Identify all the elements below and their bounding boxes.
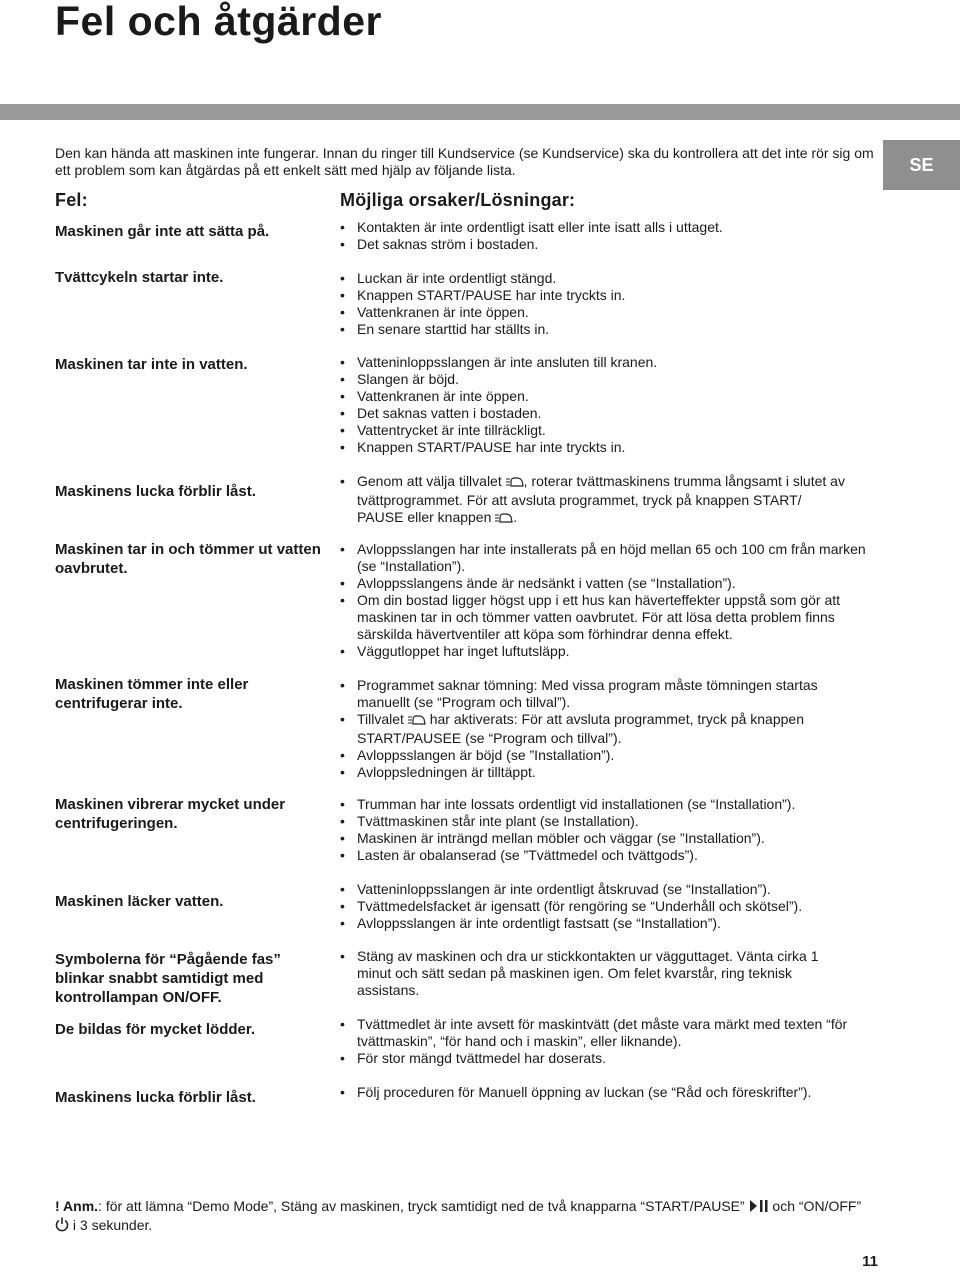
cause-item: • Det saknas ström i bostaden.	[340, 236, 890, 253]
cause-text: .	[513, 509, 518, 525]
cause-item: • Vattenkranen är inte öppen.	[340, 388, 890, 405]
note-text: : för att lämna “Demo Mode”, Stäng av maskinen, tryck samtidigt ned de två knapparna “START/PAUSE”	[98, 1198, 749, 1214]
language-tab: SE	[883, 140, 960, 190]
crease-option-icon	[506, 475, 524, 492]
cause-list	[340, 354, 890, 456]
fault-title: De bildas för mycket lödder.	[55, 1021, 256, 1038]
cause-item: • Stäng av maskinen och dra ur stickkontakten ur vägguttaget. Vänta cirka 1 minut och sätt sedan på maskinen igen. Om felet kvarstår, ring teknisk assistans.	[340, 948, 830, 999]
cause-list	[340, 948, 830, 999]
fault-title: Maskinen tar in och tömmer ut vatten oavbrutet.	[55, 541, 321, 577]
cause-item: • Tvättmedelsfacket är igensatt (för rengöring se “Underhåll och skötsel”).	[340, 898, 890, 915]
fault-column-header: Fel:	[55, 190, 88, 210]
fault-title: Maskinens lucka förblir låst.	[55, 1089, 256, 1106]
fault-title: Maskinen tömmer inte eller centrifugerar inte.	[55, 676, 249, 712]
cause-item: • Avloppsledningen är tilltäppt.	[340, 764, 870, 781]
play-pause-icon	[749, 1199, 769, 1217]
fault-title: Maskinens lucka förblir låst.	[55, 483, 256, 500]
crease-option-icon	[495, 511, 513, 528]
cause-list	[340, 541, 880, 660]
cause-item: • Avloppsslangens ände är nedsänkt i vatten (se “Installation”).	[340, 575, 880, 592]
cause-text: Genom att välja tillvalet	[357, 473, 506, 489]
note-text: och “ON/OFF”	[768, 1198, 862, 1214]
page-number: 11	[862, 1253, 878, 1270]
cause-item: • Lasten är obalanserad (se ”Tvättmedel och tvättgods”).	[340, 847, 890, 864]
crease-option-icon	[408, 713, 426, 730]
cause-item: • Väggutloppet har inget luftutsläpp.	[340, 643, 880, 660]
cause-list	[340, 796, 890, 864]
cause-text: har aktiverats: För att avsluta programmet, tryck på knappen START/PAUSEE (se “Program och tillval”).	[357, 711, 804, 746]
cause-item: • Tvättmedlet är inte avsett för maskintvätt (det måste vara märkt med texten “för tvättmaskin”, “för hand och i maskin”, eller liknande).	[340, 1016, 880, 1050]
fault-title: Maskinen vibrerar mycket under centrifugeringen.	[55, 796, 286, 832]
cause-item: • Luckan är inte ordentligt stängd.	[340, 270, 890, 287]
cause-item: • Programmet saknar tömning: Med vissa program måste tömningen startas manuellt (se “Program och tillval”).	[340, 677, 870, 711]
cause-item: • Vatteninloppsslangen är inte ordentligt åtskruvad (se “Installation”).	[340, 881, 890, 898]
cause-item: • Slangen är böjd.	[340, 371, 890, 388]
cause-item	[340, 711, 870, 747]
cause-item: • En senare starttid har ställts in.	[340, 321, 890, 338]
cause-list	[340, 677, 870, 781]
fault-title: Maskinen läcker vatten.	[55, 893, 224, 910]
header-rule	[0, 104, 960, 120]
cause-item: • Avloppsslangen är böjd (se ”Installation”).	[340, 747, 870, 764]
cause-text: Tillvalet	[357, 711, 408, 727]
fault-title: Symbolerna för “Pågående fas” blinkar snabbt samtidigt med kontrollampan ON/OFF.	[55, 951, 281, 1006]
causes-column-header: Möjliga orsaker/Lösningar:	[340, 190, 576, 210]
cause-list	[340, 1016, 880, 1067]
fault-title: Maskinen går inte att sätta på.	[55, 223, 270, 240]
fault-title: Tvättcykeln startar inte.	[55, 269, 224, 286]
cause-item: • Avloppsslangen har inte installerats på en höjd mellan 65 och 100 cm från marken (se “Installation”).	[340, 541, 880, 575]
demo-mode-note	[55, 1198, 885, 1236]
cause-item: • Trumman har inte lossats ordentligt vid installationen (se “Installation”).	[340, 796, 890, 813]
cause-item: • Vatteninloppsslangen är inte ansluten till kranen.	[340, 354, 890, 371]
cause-item: • Vattenkranen är inte öppen.	[340, 304, 890, 321]
cause-item: • Om din bostad ligger högst upp i ett hus kan häverteffekter uppstå som gör att maskinen tar in och tömmer vatten oavbrutet. För att lösa detta problem finns särskilda hävertventiler att köpa som förhindrar denna effekt.	[340, 592, 880, 643]
cause-text: , roterar tvättmaskinens trumma långsamt i slutet av tvättprogrammet. För att avsluta programmet, tryck på knappen START/ PAUSE eller knappen	[357, 473, 845, 525]
cause-item	[340, 473, 850, 528]
cause-item: • Knappen START/PAUSE har inte tryckts in.	[340, 439, 890, 456]
note-text: i 3 sekunder.	[69, 1217, 153, 1233]
cause-item: • Vattentrycket är inte tillräckligt.	[340, 422, 890, 439]
cause-list	[340, 1084, 890, 1101]
note-label: ! Anm.	[55, 1198, 99, 1214]
power-icon	[55, 1217, 69, 1236]
cause-item: • Knappen START/PAUSE har inte tryckts in.	[340, 287, 890, 304]
fault-title: Maskinen tar inte in vatten.	[55, 356, 248, 373]
cause-item: • Kontakten är inte ordentligt isatt eller inte isatt alls i uttaget.	[340, 219, 890, 236]
cause-list	[340, 473, 850, 528]
cause-item: • Följ proceduren för Manuell öppning av luckan (se “Råd och föreskrifter”).	[340, 1084, 890, 1101]
cause-item: • Maskinen är inträngd mellan möbler och väggar (se ”Installation”).	[340, 830, 890, 847]
page-title: Fel och åtgärder	[55, 0, 382, 44]
cause-item: • För stor mängd tvättmedel har doserats.	[340, 1050, 880, 1067]
cause-item: • Tvättmaskinen står inte plant (se Installation).	[340, 813, 890, 830]
intro-text: Den kan hända att maskinen inte fungerar. Innan du ringer till Kundservice (se Kundservice) ska du kontrollera att det inte rör sig om ett problem som kan åtgärdas på ett enkelt sätt med hjälp av följande lista.	[55, 145, 874, 178]
cause-list	[340, 219, 890, 253]
cause-item: • Det saknas vatten i bostaden.	[340, 405, 890, 422]
cause-list	[340, 881, 890, 932]
cause-list	[340, 270, 890, 338]
cause-item: • Avloppsslangen är inte ordentligt fastsatt (se “Installation”).	[340, 915, 890, 932]
